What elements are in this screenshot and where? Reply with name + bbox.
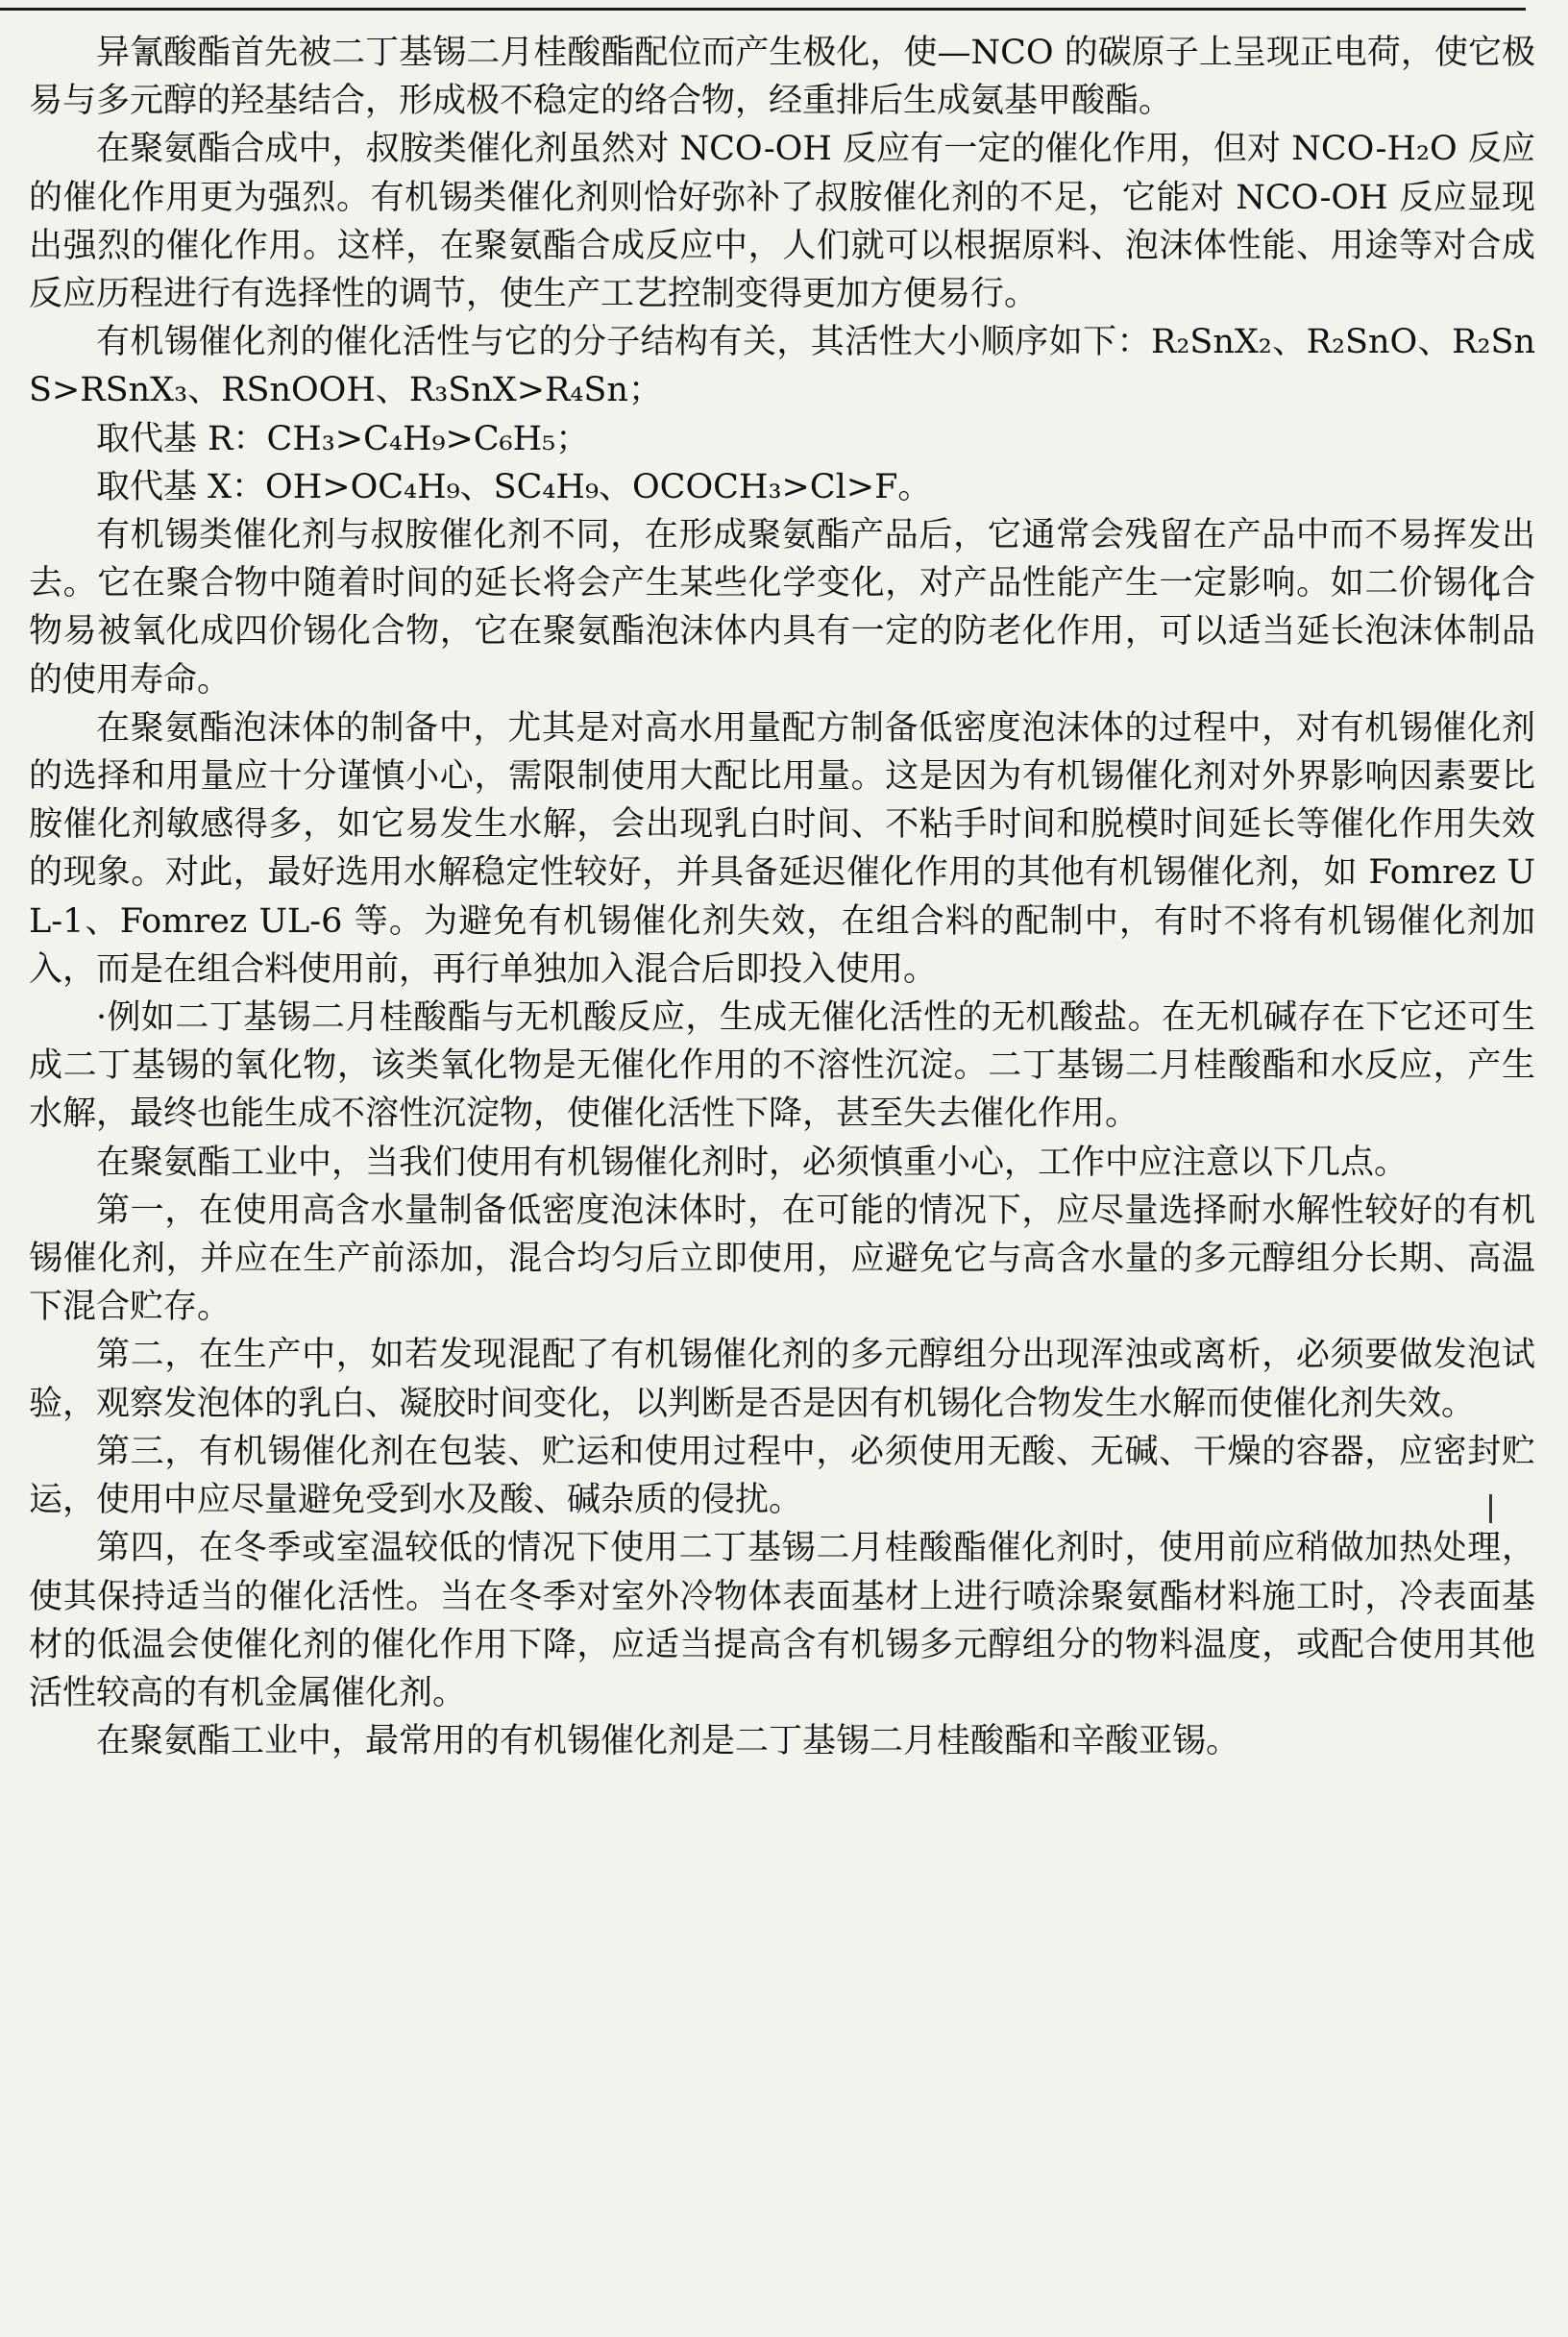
paragraph: 在聚氨酯合成中，叔胺类催化剂虽然对 NCO-OH 反应有一定的催化作用，但对 NCO-H₂O 反应的催化作用更为强烈。有机锡类催化剂则恰好弥补了叔胺催化剂的不足，它能对 NCO-OH 反应显现出强烈的催化作用。这样，在聚氨酯合成反应中，人们就可以根据原料、泡沫体性能、用途等对合成反应历程进行有选择性的调节，使生产工艺控制变得更加方便易行。 — [29, 130, 1535, 314]
paragraph: 取代基 X：OH>OC₄H₉、SC₄H₉、OCOCH₃>Cl>F。 — [96, 467, 932, 506]
paragraph: 在聚氨酯泡沫体的制备中，尤其是对高水用量配方制备低密度泡沫体的过程中，对有机锡催化剂的选择和用量应十分谨慎小心，需限制使用大配比用量。这是因为有机锡催化剂对外界影响因素要比胺催化剂敏感得多，如它易发生水解，会出现乳白时间、不粘手时间和脱模时间延长等催化作用失效的现象。对此，最好选用水解稳定性较好，并具备延迟催化作用的其他有机锡催化剂，如 Fomrez UL-1、Fomrez UL-6 等。为避免有机锡催化剂失效，在组合料的配制中，有时不将有机锡催化剂加入，而是在组合料使用前，再行单独加入混合后即投入使用。 — [29, 708, 1535, 989]
paragraph: 取代基 R：CH₃>C₄H₉>C₆H₅； — [96, 419, 590, 458]
paragraph: 第四，在冬季或室温较低的情况下使用二丁基锡二月桂酸酯催化剂时，使用前应稍做加热处理，使其保持适当的催化活性。当在冬季对室外冷物体表面基材上进行喷涂聚氨酯材料施工时，冷表面基材的低温会使催化剂的催化作用下降，应适当提高含有机锡多元醇组分的物料温度，或配合使用其他活性较高的有机金属催化剂。 — [29, 1529, 1535, 1712]
paragraph: 在聚氨酯工业中，当我们使用有机锡催化剂时，必须慎重小心，工作中应注意以下几点。 — [96, 1143, 1409, 1182]
paragraph: ·例如二丁基锡二月桂酸酯与无机酸反应，生成无催化活性的无机酸盐。在无机碱存在下它还可生成二丁基锡的氧化物，该类氧化物是无催化作用的不溶性沉淀。二丁基锡二月桂酸酯和水反应，产生水解，最终也能生成不溶性沉淀物，使催化活性下降，甚至失去催化作用。 — [29, 998, 1535, 1134]
paragraph: 异氰酸酯首先被二丁基锡二月桂酸酯配位而产生极化，使—NCO 的碳原子上呈现正电荷，使它极易与多元醇的羟基结合，形成极不稳定的络合物，经重排后生成氨基甲酸酯。 — [29, 34, 1535, 121]
paragraph: 在聚氨酯工业中，最常用的有机锡催化剂是二丁基锡二月桂酸酯和辛酸亚锡。 — [96, 1722, 1240, 1761]
body-text — [29, 29, 1535, 1765]
paragraph: 第二，在生产中，如若发现混配了有机锡催化剂的多元醇组分出现浑浊或离析，必须要做发泡试验，观察发泡体的乳白、凝胶时间变化，以判断是否是因有机锡化合物发生水解而使催化剂失效。 — [29, 1336, 1535, 1423]
paragraph: 第一，在使用高含水量制备低密度泡沫体时，在可能的情况下，应尽量选择耐水解性较好的有机锡催化剂，并应在生产前添加，混合均匀后立即使用，应避免它与高含水量的多元醇组分长期、高温下混合贮存。 — [29, 1191, 1535, 1327]
top-border-line — [0, 8, 1526, 11]
paragraph: 有机锡类催化剂与叔胺催化剂不同，在形成聚氨酯产品后，它通常会残留在产品中而不易挥发出去。它在聚合物中随着时间的延长将会产生某些化学变化，对产品性能产生一定影响。如二价锡化合物易被氧化成四价锡化合物，它在聚氨酯泡沫体内具有一定的防老化作用，可以适当延长泡沫体制品的使用寿命。 — [29, 516, 1535, 700]
paragraph: 有机锡催化剂的催化活性与它的分子结构有关，其活性大小顺序如下：R₂SnX₂、R₂SnO、R₂SnS>RSnX₃、RSnOOH、R₃SnX>R₄Sn； — [29, 323, 1535, 410]
paragraph: 第三，有机锡催化剂在包装、贮运和使用过程中，必须使用无酸、无碱、干燥的容器，应密封贮运，使用中应尽量避免受到水及酸、碱杂质的侵扰。 — [29, 1432, 1535, 1520]
